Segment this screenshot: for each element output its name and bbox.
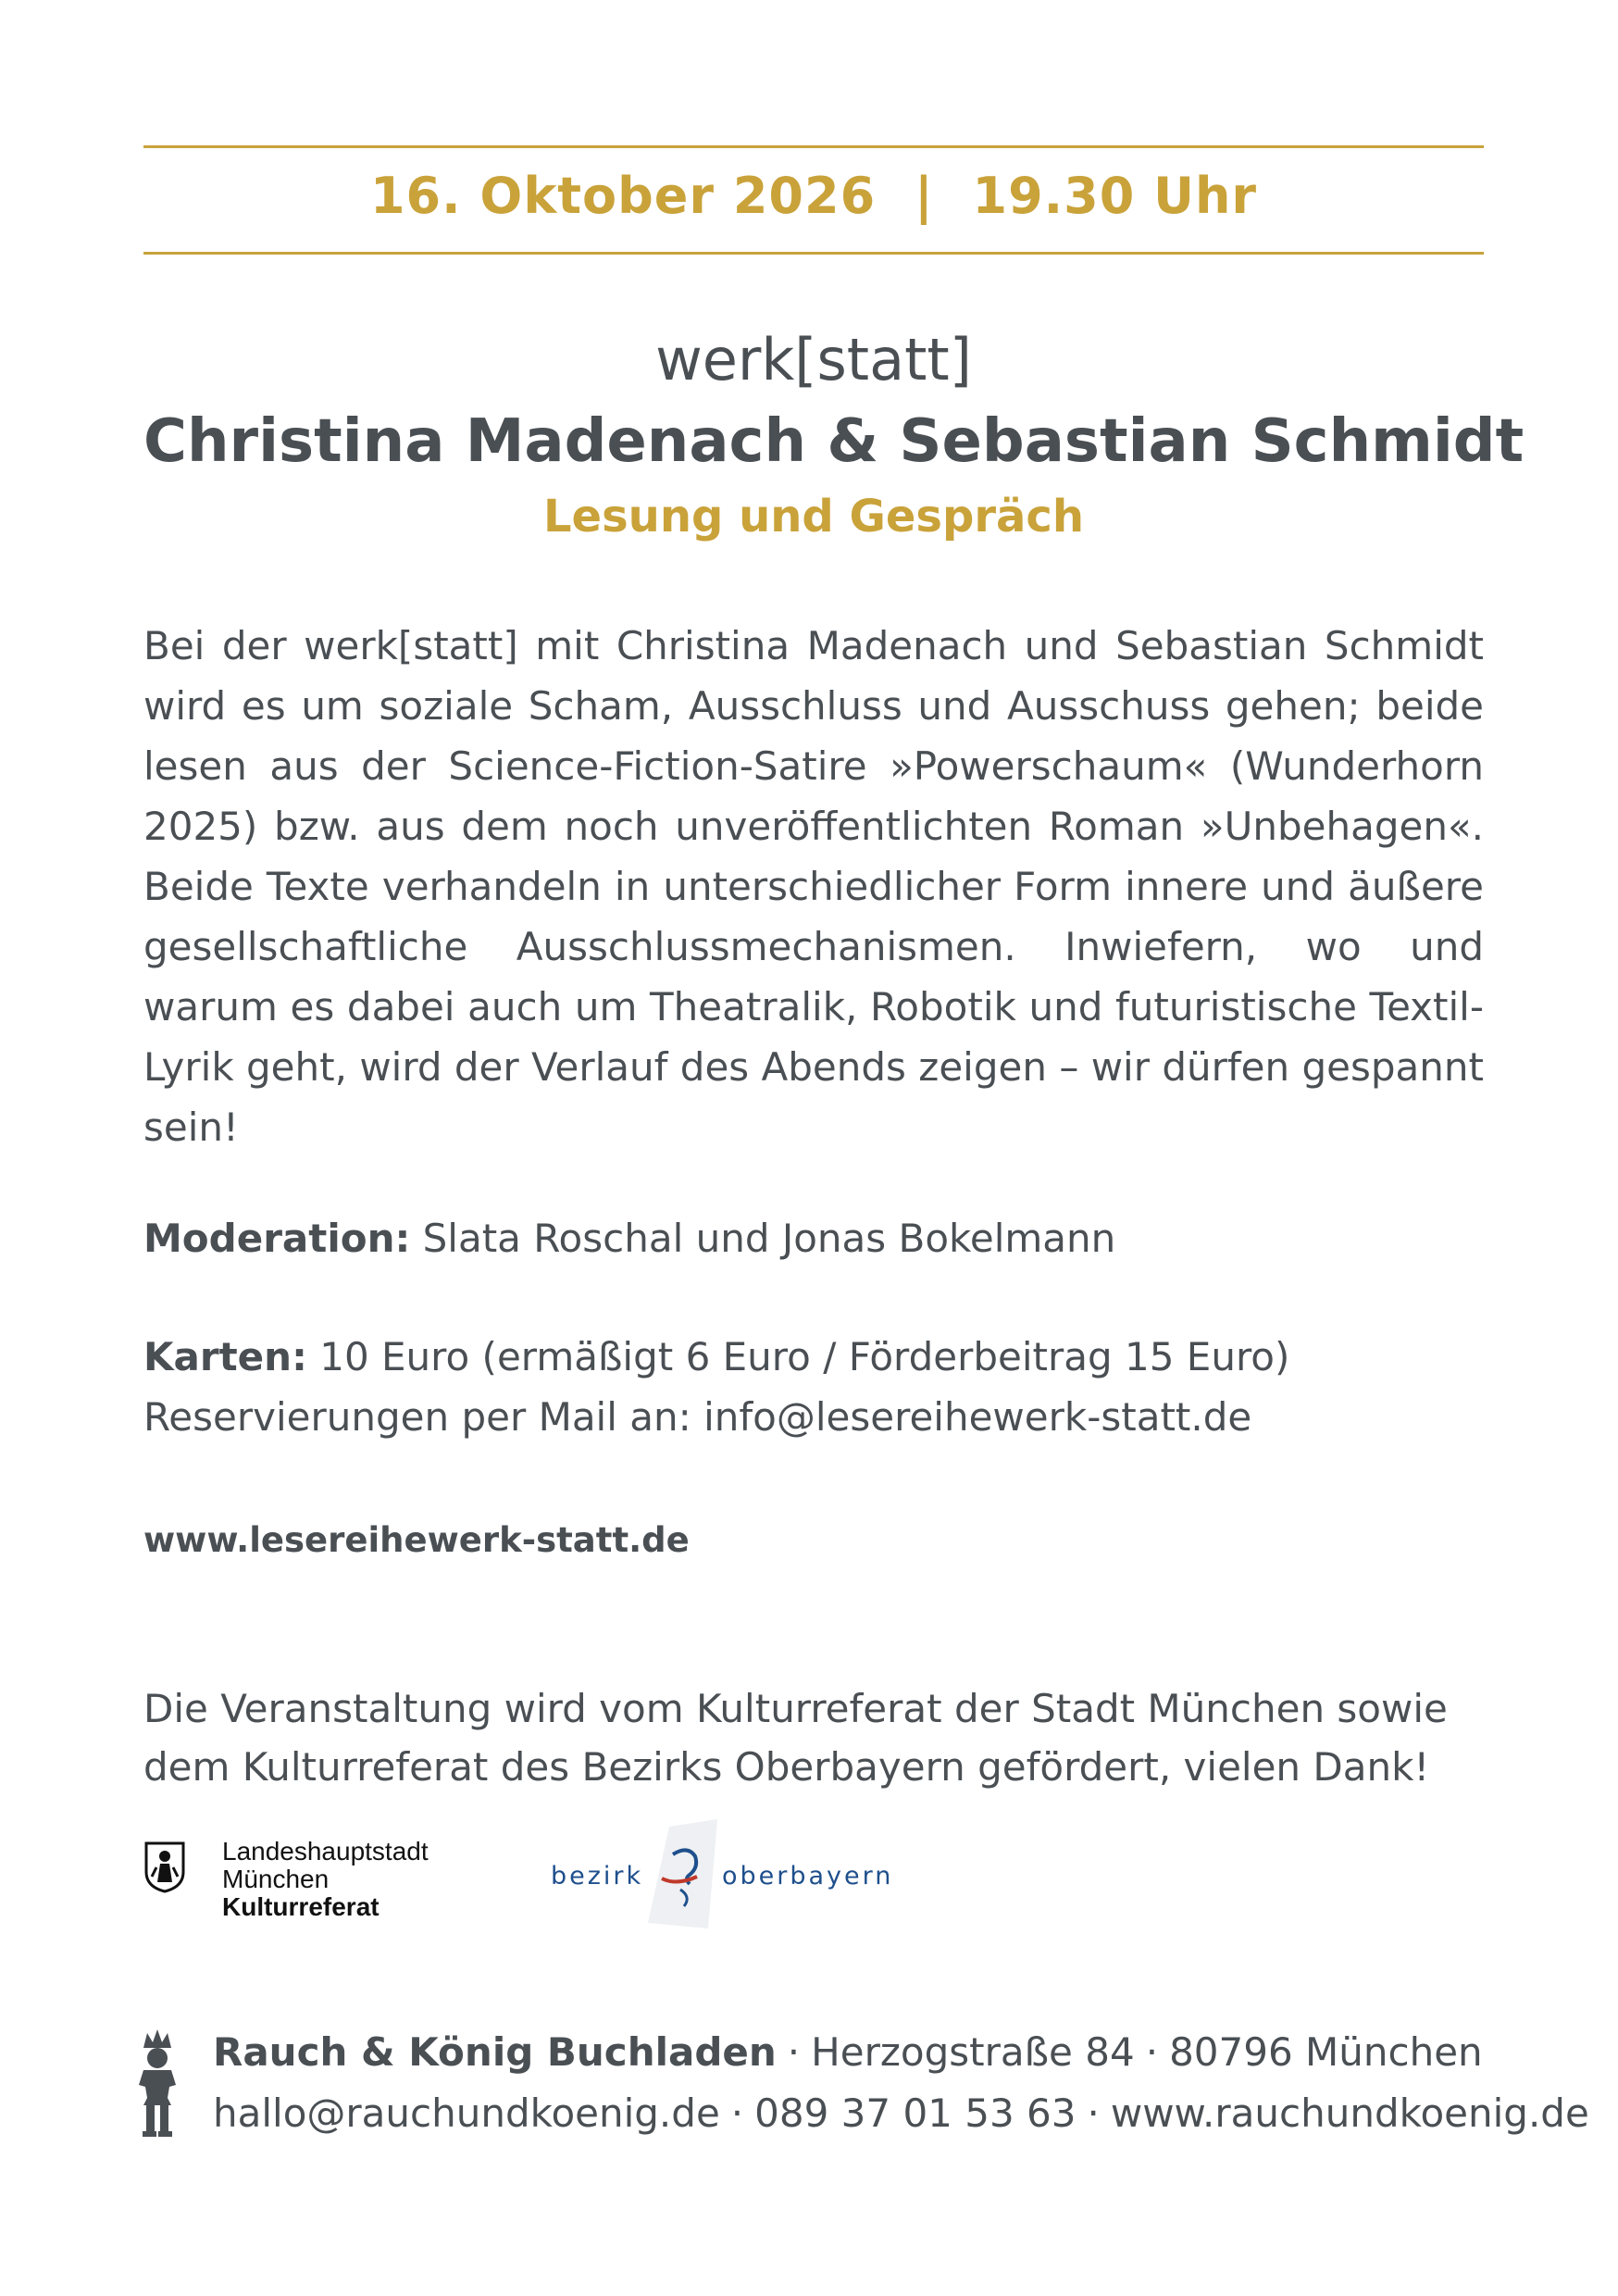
funding-note: Die Veranstaltung wird vom Kulturreferat der Stadt München sowie dem Kulturreferat des Bezirks Oberbayern gefördert, vielen Dank! (143, 1686, 1448, 1790)
king-figure-icon (134, 2028, 180, 2139)
bezirk-word: bezirk (551, 1862, 644, 1890)
store-email[interactable]: hallo@rauchundkoenig.de (213, 2090, 720, 2136)
bottom-rule (143, 252, 1484, 255)
store-phone[interactable]: 089 37 01 53 63 (754, 2090, 1077, 2136)
author-names: Christina Madenach & Sebastian Schmidt (143, 407, 1525, 476)
store-web[interactable]: www.rauchundkoenig.de (1110, 2090, 1589, 2136)
munich-logo-line2: München (222, 1865, 330, 1893)
event-time: 19.30 Uhr (972, 167, 1258, 225)
oberbayern-word: oberbayern (722, 1862, 894, 1890)
event-date: 16. Oktober 2026 (369, 167, 877, 225)
moderation-label: Moderation: (143, 1216, 411, 1261)
date-separator: | (914, 167, 934, 225)
store-street: Herzogstraße 84 (811, 2029, 1135, 2075)
munich-logo-line3: Kulturreferat (222, 1892, 380, 1921)
footer-address-line: Rauch & König Buchladen · Herzogstraße 84 · 80796 München (213, 2029, 1483, 2075)
moderation-line (143, 1208, 1115, 1268)
event-date-time (143, 167, 1484, 225)
munich-crest-icon (143, 1841, 186, 1894)
tickets-line (143, 1327, 1289, 1387)
moderation-value: Slata Roschal und Jonas Bokelmann (422, 1216, 1116, 1261)
bezirk-emblem-icon (643, 1819, 727, 1935)
series-title: werk[statt] (655, 326, 972, 393)
event-description: Bei der werk[statt] mit Christina Madenach und Sebastian Schmidt wird es um soziale Scham, Ausschluss und Ausschuss gehen; beide lesen aus der Science-Fiction-Satire »Powerschaum« (Wunderhorn 2025) bzw. aus dem noch unveröffentlichten Roman »Unbehagen«. Beide Texte verhandeln in unterschiedlicher Form innere und äußere gesellschaftliche Ausschlussmechanismen. Inwiefern, wo und warum es dabei auch um Theatralik, Robotik und futuristische Textil-Lyrik geht, wird der Verlauf des Abends zeigen – wir dürfen gespannt sein! (143, 623, 1484, 1150)
top-rule (143, 145, 1484, 148)
event-subtitle: Lesung und Gespräch (542, 491, 1085, 543)
tickets-value: 10 Euro (ermäßigt 6 Euro / Förderbeitrag 15 Euro) (319, 1334, 1290, 1379)
bezirk-oberbayern-logo (551, 1819, 902, 1935)
store-name: Rauch & König Buchladen (213, 2029, 777, 2075)
footer-contact-line: hallo@rauchundkoenig.de · 089 37 01 53 63 · www.rauchundkoenig.de (213, 2090, 1589, 2136)
website-link[interactable]: www.lesereihewerk-statt.de (143, 1520, 690, 1560)
munich-logo-line1: Landeshauptstadt (222, 1837, 429, 1866)
tickets-label: Karten: (143, 1334, 307, 1379)
reservation-line: Reservierungen per Mail an: info@lesereihewerk-statt.de (143, 1394, 1252, 1440)
store-city: 80796 München (1169, 2029, 1483, 2075)
munich-kulturreferat-logo (143, 1837, 429, 1921)
